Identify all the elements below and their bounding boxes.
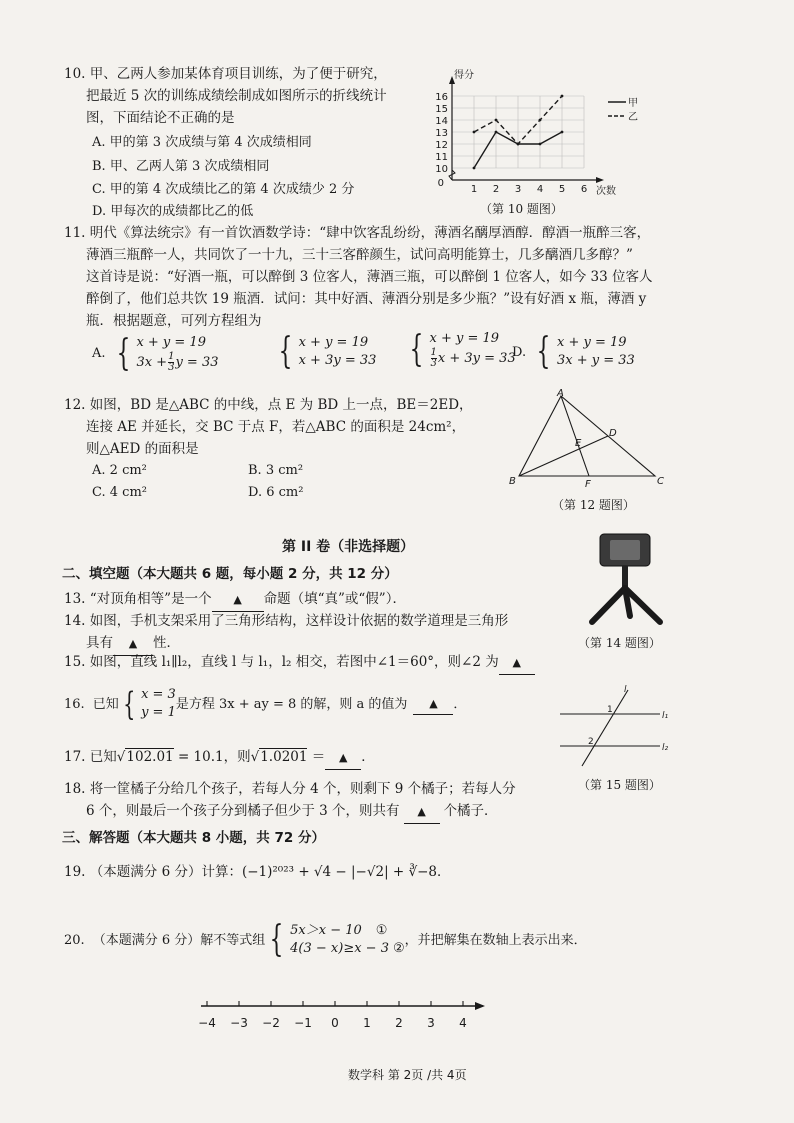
q14-blank[interactable]: ▲ [113,633,153,656]
q11-c-eq2: $\frac{1}{3}$ x + 3y = 33 [430,347,516,369]
y-tick-label-1: 11 [435,152,448,163]
triangle-abc [519,396,655,476]
y-tick-label-2: 12 [435,140,448,151]
q10-number: 10. [64,66,86,82]
y-axis-label: 得分 [454,70,474,81]
q14-phone-stand-figure [580,530,670,630]
q10-option-b: B. 甲、乙两人第 3 次成绩相同 [92,159,270,174]
number-line-label-5: 1 [363,1016,371,1030]
tripod-leg-left [592,588,625,622]
x-tick-label-5: 6 [580,184,588,195]
q13: 13. “对顶角相等”是一个 ▲ 命题（填“真”或“假”）． [64,588,406,612]
label-d: D [609,428,617,439]
q11-a-eq1: x + y = 19 [136,335,206,350]
q11-line-1: 明代《算法统宗》有一首饮酒数学诗：“肆中饮客乱纷纷，薄酒名醨厚酒醇．醇酒一瓶醉三客， [89,225,651,241]
chart-legend [608,97,638,123]
number-line-label-2: −2 [262,1016,280,1030]
point-甲-5 [561,131,564,134]
q12-option-c: C. 4 cm² [92,485,147,500]
q15-blank[interactable]: ▲ [499,652,535,675]
label-angle-2: 2 [588,737,594,747]
x-tick-label-3: 4 [536,184,544,195]
q11-b-eq2: x + 3y = 33 [298,353,377,368]
q11-line-5: 瓶．根据题意，可列方程组为 [86,313,262,329]
q10-line-chart [430,48,690,208]
q11-c-eq1: x + y = 19 [429,331,500,346]
q20-eq2: 4(3 − x)≥x − 3 ② [290,941,405,956]
q11-line-2: 薄酒三瓶醉一人，共同饮了一十九，三十三客醉颜生，试问高明能算士，几多醨酒几多醇？” [86,247,633,263]
q17: 17. 已知√102.01 = 10.1，则√1.0201 ＝ ▲ ． [64,746,375,770]
q11-option-d: D. { x + y = 19 3x + y = 33 [512,331,635,372]
number-line-label-3: −1 [294,1016,312,1030]
q12-line-3: 则△AED 的面积是 [86,441,199,457]
q12-line-1: 如图，BD 是△ABC 的中线，点 E 为 BD 上一点，BE＝2ED， [89,397,473,413]
q14: 14. 如图，手机支架采用了三角形结构，这样设计依据的数学道理是三角形 具有 ▲ 性． [64,610,564,656]
q18-blank[interactable]: ▲ [404,801,440,824]
q10-option-a: A. 甲的第 3 次成绩与第 4 次成绩相同 [92,135,312,150]
q10-line-2: 把最近 5 次的训练成绩绘制成如图所示的折线统计 [86,88,387,104]
chart-labels [435,68,616,197]
y-tick-label-6: 16 [435,92,448,103]
q12-option-b: B. 3 cm² [248,463,304,478]
q11-option-c: { x + y = 19 $\frac{1}{3}$ x + 3y = 33 [409,328,516,370]
median-bd [519,436,608,476]
section3-heading: 三、解答题（本大题共 8 小题，共 72 分） [62,830,325,846]
number-line-label-8: 4 [459,1016,467,1030]
origin-label: 0 [437,178,444,189]
label-a: A [557,388,564,399]
label-angle-1: 1 [607,705,613,715]
q16-eq1: x = 3 [141,687,176,702]
q17-blank[interactable]: ▲ [325,747,361,770]
x-axis-arrow [596,177,604,183]
chart-axes [449,76,604,183]
point-乙-2 [495,119,498,122]
label-c: C [657,476,664,487]
q16: 16. 已知 { x = 3 y = 1 是方程 3x + ay = 8 的解，则 a 的值为 ▲ ． [64,685,467,723]
q10-stem [64,63,424,129]
number-line-label-0: −4 [198,1016,216,1030]
point-乙-1 [473,131,476,134]
x-axis-label: 次数 [596,186,616,197]
line-l [582,690,628,766]
q12-option-d: D. 6 cm² [248,485,304,500]
label-l: l [624,685,627,695]
q11-d-eq2: 3x + y = 33 [557,353,635,368]
q11-a-eq2: 3x + $\frac{1}{3}$ y = 33 [136,351,219,373]
point-乙-3 [517,143,520,146]
chart-grid [452,96,584,168]
q10-line-3: 图，下面结论不正确的是 [86,110,235,126]
y-tick-label-0: 10 [435,164,448,175]
q12-stem [64,394,494,460]
q15-caption: （第 15 题图） [578,778,661,792]
q13-blank[interactable]: ▲ [212,589,264,612]
q11-line-4: 醉倒了，他们总共饮 19 瓶酒．试问：其中好酒、薄酒分别是多少瓶？”设有好酒 x 瓶，薄酒 y [86,291,647,307]
q11-number: 11. [64,225,86,241]
number-line-label-6: 2 [395,1016,403,1030]
q11-stem [64,222,754,332]
number-line-label-7: 3 [427,1016,435,1030]
section2-heading: 二、填空题（本大题共 6 题，每小题 2 分，共 12 分） [62,566,398,582]
label-l2: l₂ [662,743,669,753]
part2-title: 第 II 卷（非选择题） [282,539,415,555]
q12-line-2: 连接 AE 并延长，交 BC 于点 F，若△ABC 的面积是 24cm²， [86,419,466,435]
label-f: F [585,479,591,488]
x-tick-label-2: 3 [514,184,522,195]
label-e: E [575,438,582,449]
q11-line-3: 这首诗是说：“好酒一瓶，可以醉倒 3 位客人，薄酒三瓶，可以醉倒 1 位客人，如今 33 位客人 [86,269,653,285]
number-line [195,994,495,1036]
legend-label-甲: 甲 [628,98,638,109]
q16-blank[interactable]: ▲ [413,693,453,715]
q11-b-eq1: x + y = 19 [298,335,369,350]
q16-eq2: y = 1 [141,705,176,720]
number-line-label-1: −3 [230,1016,248,1030]
point-乙-5 [561,95,564,98]
q10-caption: （第 10 题图） [480,202,563,216]
point-甲-1 [473,167,476,170]
page-footer: 数学科 第 2页 /共 4页 [348,1068,467,1082]
point-甲-2 [495,131,498,134]
x-tick-label-4: 5 [558,184,566,195]
q20-eq1: 5x＞x − 10 ① [290,923,388,938]
number-line-arrow [475,1002,485,1010]
y-tick-label-5: 15 [435,104,448,115]
q11-d-eq1: x + y = 19 [557,335,627,350]
q11-option-b: { x + y = 19 x + 3y = 33 [278,331,377,372]
q19: 19. （本题满分 6 分）计算：(−1)²⁰²³ + √4 − |−√2| + ∛−8． [64,864,451,880]
y-tick-label-3: 13 [435,128,448,139]
q20: 20. （本题满分 6 分）解不等式组 { 5x＞x − 10 ① 4(3 − x)≥x − 3 ② ，并把解集在数轴上表示出来． [64,919,587,960]
label-b: B [509,476,516,487]
q10-option-d: D. 甲每次的成绩都比乙的低 [92,204,254,219]
q14-caption: （第 14 题图） [578,636,661,650]
label-l1: l₁ [662,711,669,721]
q12-number: 12. [64,397,86,413]
q11-option-a: A. { x + y = 19 3x + $\frac{1}{3}$ y = 33 [92,332,219,374]
point-甲-4 [539,143,542,146]
legend-label-乙: 乙 [628,112,638,123]
y-tick-label-4: 14 [435,116,448,127]
point-乙-4 [539,119,542,122]
q10-option-c: C. 甲的第 4 次成绩比乙的第 4 次成绩少 2 分 [92,182,355,197]
q12-triangle-figure [505,388,675,488]
number-line-label-4: 0 [331,1016,339,1030]
q15-parallel-lines-figure [552,684,682,769]
q18: 18. 将一筐橘子分给几个孩子，若每人分 4 个，则剩下 9 个橘子；若每人分 6 个，则最后一个孩子分到橘子但少于 3 个，则共有 ▲ 个橘子． [64,778,564,824]
q12-option-a: A. 2 cm² [92,463,147,478]
q15: 15. 如图，直线 l₁∥l₂，直线 l 与 l₁，l₂ 相交，若图中∠1＝60°，则∠2 为 ▲ [64,651,584,675]
x-tick-label-0: 1 [470,184,478,195]
x-tick-label-1: 2 [492,184,500,195]
q10-line-1: 甲、乙两人参加某体育项目训练，为了便于研究， [89,66,387,82]
q12-caption: （第 12 题图） [552,498,635,512]
